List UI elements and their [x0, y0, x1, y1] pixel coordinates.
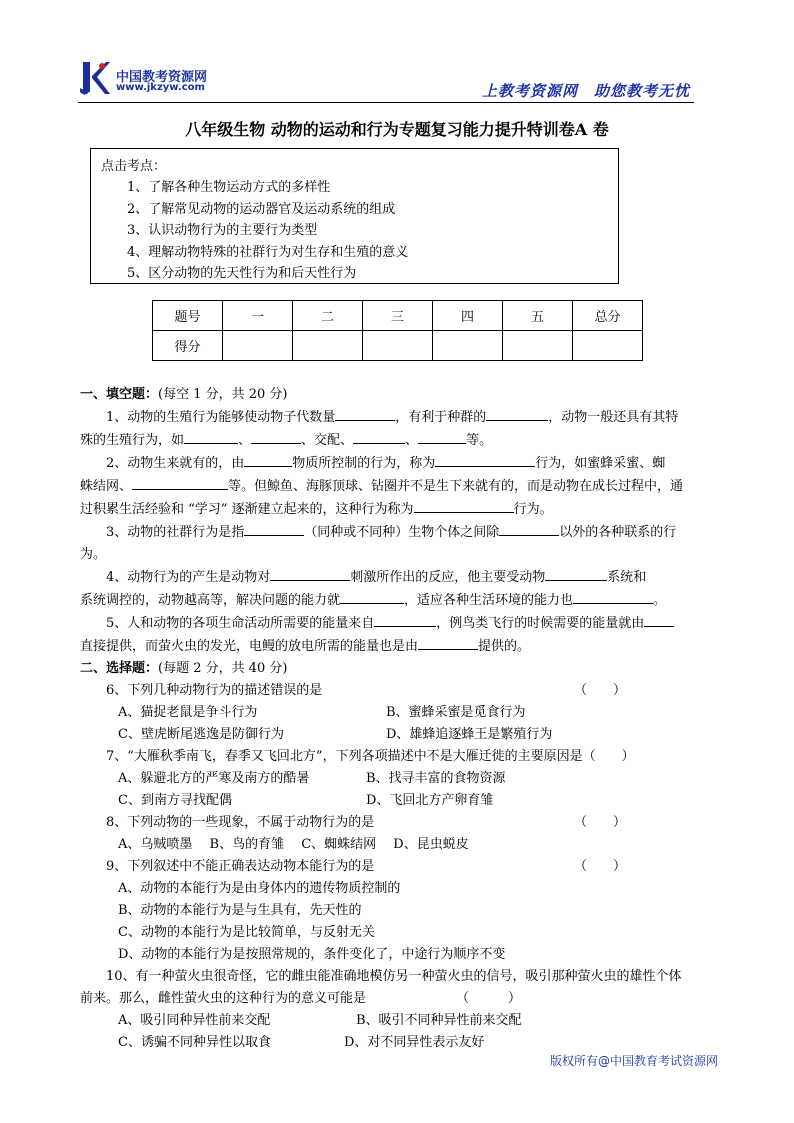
- answer-blank[interactable]: [184, 429, 238, 444]
- header-divider: [78, 102, 694, 103]
- answer-blank[interactable]: [414, 498, 514, 513]
- question-6-stem: 6、下列几种动物行为的描述错误的是 （ ）: [80, 680, 720, 702]
- question-7-options-row-1: [80, 768, 720, 790]
- question-9-stem: 9、下列叙述中不能正确表达动物本能行为的是 （ ）: [80, 856, 720, 878]
- score-row-label: 得分: [153, 331, 223, 361]
- key-point-item: 2、了解常见动物的运动器官及运动系统的组成: [127, 201, 396, 217]
- question-10-stem-line-1: 10、有一种萤火虫很奇怪，它的雌虫能准确地模仿另一种萤火虫的信号，吸引那种萤火虫的雄性个体: [106, 969, 682, 984]
- score-table-header-row: [153, 301, 643, 331]
- answer-blank[interactable]: [353, 429, 405, 444]
- answer-blank[interactable]: [340, 589, 404, 604]
- question-10-options-row-1: [80, 1010, 720, 1032]
- question-5-line-1: 5、人和动物的各项生命活动所需要的能量来自 ，例鸟类飞行的时候需要的能量就由: [80, 612, 720, 635]
- score-cell[interactable]: [573, 331, 643, 361]
- key-points-heading: 点击考点：: [101, 159, 167, 174]
- option-d[interactable]: D、动物的本能行为是按照常规的，条件变化了，中途行为顺序不变: [118, 947, 506, 962]
- logo-url[interactable]: www.jkzyw.com: [116, 82, 205, 93]
- answer-blank[interactable]: [499, 521, 559, 536]
- site-logo[interactable]: [80, 60, 230, 100]
- question-5-line-2: 直接提供，而萤火虫的发光，电鳗的放电所需的能量也是由 提供的。: [80, 635, 720, 658]
- score-header-cell: 五: [503, 301, 573, 331]
- score-header-cell: 一: [223, 301, 293, 331]
- option-d[interactable]: D、雄蜂追逐蜂王是繁殖行为: [386, 727, 553, 742]
- option-c[interactable]: C、诱骗不同种异性以取食: [118, 1035, 271, 1050]
- question-1-line-1: 1、动物的生殖行为能够使动物子代数量 ，有利于种群的 ，动物一般还具有其特: [80, 406, 720, 429]
- question-2-line-3: 过积累生活经验和 “学习” 逐渐建立起来的，这种行为称为 行为。: [80, 498, 720, 521]
- answer-blank[interactable]: [270, 566, 350, 581]
- key-point-item: 5、区分动物的先天性行为和后天性行为: [127, 266, 357, 281]
- question-4-line-2: 系统调控的，动物越高等，解决问题的能力就 ，适应各种生活环境的能力也 。: [80, 589, 720, 612]
- answer-blank[interactable]: [545, 566, 607, 581]
- answer-blank[interactable]: [435, 452, 535, 467]
- question-3-line-2: 为。: [80, 547, 107, 562]
- question-4-line-1: 4、动物行为的产生是动物对 刺激所作出的反应，他主要受动物 系统和: [80, 566, 720, 589]
- score-header-cell: 四: [433, 301, 503, 331]
- score-table: [152, 300, 643, 361]
- option-a[interactable]: A、猫捉老鼠是争斗行为: [118, 705, 258, 720]
- answer-paren[interactable]: （ ）: [573, 683, 626, 698]
- option-b[interactable]: B、找寻丰富的食物资源: [366, 771, 506, 786]
- question-6-options-row-2: [80, 724, 720, 746]
- score-cell[interactable]: [433, 331, 503, 361]
- answer-blank[interactable]: [244, 452, 292, 467]
- score-table-score-row: [153, 331, 643, 361]
- question-2-line-2: 蛛结网、 等。但鲸鱼、海豚顶球、钻圈并不是生下来就有的，而是动物在成长过程中，通: [80, 475, 720, 498]
- answer-paren[interactable]: （ ）: [456, 991, 522, 1006]
- jk-logo-icon: [80, 60, 110, 98]
- logo-name: 中国教考资源网: [116, 70, 208, 85]
- site-slogan: 上教考资源网 助您教考无忧: [481, 82, 690, 100]
- key-point-item: 1、了解各种生物运动方式的多样性: [127, 180, 331, 195]
- key-point-item: 4、理解动物特殊的社群行为对生存和生殖的意义: [127, 244, 409, 260]
- answer-blank[interactable]: [335, 406, 395, 421]
- option-d[interactable]: D、对不同异性表示友好: [344, 1035, 485, 1050]
- score-header-cell: 总分: [573, 301, 643, 331]
- key-point-item: 3、认识动物行为的主要行为类型: [127, 223, 318, 238]
- question-7-options-row-2: [80, 790, 720, 812]
- option-c[interactable]: C、壁虎断尾逃逸是防御行为: [118, 727, 284, 742]
- score-cell[interactable]: [363, 331, 433, 361]
- answer-blank[interactable]: [251, 429, 301, 444]
- option-b[interactable]: B、吸引不同种异性前来交配: [356, 1013, 522, 1028]
- exam-content: [80, 384, 720, 1054]
- option-c[interactable]: C、到南方寻找配偶: [118, 793, 232, 808]
- question-10-stem-line-2: 前来。那么，雌性萤火虫的这种行为的意义可能是 （ ）: [80, 988, 720, 1010]
- question-6-options-row-1: [80, 702, 720, 724]
- option-d[interactable]: D、飞回北方产卵育雏: [366, 793, 494, 808]
- score-header-cell: 二: [293, 301, 363, 331]
- page-title: 八年级生物 动物的运动和行为专题复习能力提升特训卷A 卷: [185, 120, 609, 139]
- answer-paren[interactable]: （ ）: [573, 815, 626, 830]
- question-3-line-1: 3、动物的社群行为是指 （同种或不同种）生物个体之间除 以外的各种联系的行: [80, 521, 720, 544]
- answer-blank[interactable]: [644, 612, 674, 627]
- question-1-line-2: 殊的生殖行为，如 、 、交配、 、 等。: [80, 429, 720, 452]
- question-8-options[interactable]: A、乌贼喷墨 B、鸟的育雏 C、蜘蛛结网 D、昆虫蜕皮: [118, 837, 469, 852]
- option-c[interactable]: C、动物的本能行为是比较简单，与反射无关: [118, 925, 375, 940]
- option-b[interactable]: B、动物的本能行为是与生具有，先天性的: [118, 903, 362, 918]
- key-points-box: [90, 148, 619, 284]
- option-a[interactable]: A、动物的本能行为是由身体内的遗传物质控制的: [118, 881, 401, 896]
- score-cell[interactable]: [503, 331, 573, 361]
- question-7-stem: 7、“大雁秋季南飞，春季又飞回北方”，下列各项描述中不是大雁迁徙的主要原因是（ ）: [106, 749, 635, 764]
- option-b[interactable]: B、蜜蜂采蜜是觅食行为: [386, 705, 526, 720]
- question-10-options-row-2: [80, 1032, 720, 1054]
- answer-blank[interactable]: [573, 589, 653, 604]
- score-cell[interactable]: [293, 331, 363, 361]
- answer-blank[interactable]: [132, 475, 228, 490]
- score-cell[interactable]: [223, 331, 293, 361]
- answer-blank[interactable]: [374, 612, 436, 627]
- answer-paren[interactable]: （ ）: [573, 859, 626, 874]
- answer-blank[interactable]: [486, 406, 548, 421]
- score-header-cell: 三: [363, 301, 433, 331]
- section-heading-fill: 一、填空题：(每空 1 分，共 20 分): [80, 387, 288, 402]
- answer-blank[interactable]: [244, 521, 304, 536]
- option-a[interactable]: A、躲避北方的严寒及南方的酷暑: [118, 771, 310, 786]
- question-8-stem: 8、下列动物的一些现象，不属于动物行为的是 （ ）: [80, 812, 720, 834]
- key-points-list: [127, 177, 408, 285]
- answer-blank[interactable]: [418, 429, 466, 444]
- question-2-line-1: 2、动物生来就有的，由 物质所控制的行为，称为 行为，如蜜蜂采蜜、蜘: [80, 452, 720, 475]
- answer-blank[interactable]: [418, 635, 478, 650]
- section-heading-choice: 二、选择题：(每题 2 分，共 40 分): [80, 661, 288, 676]
- copyright-footer: 版权所有@中国教育考试资源网: [549, 1054, 718, 1068]
- score-header-cell: 题号: [153, 301, 223, 331]
- option-a[interactable]: A、吸引同种异性前来交配: [118, 1013, 271, 1028]
